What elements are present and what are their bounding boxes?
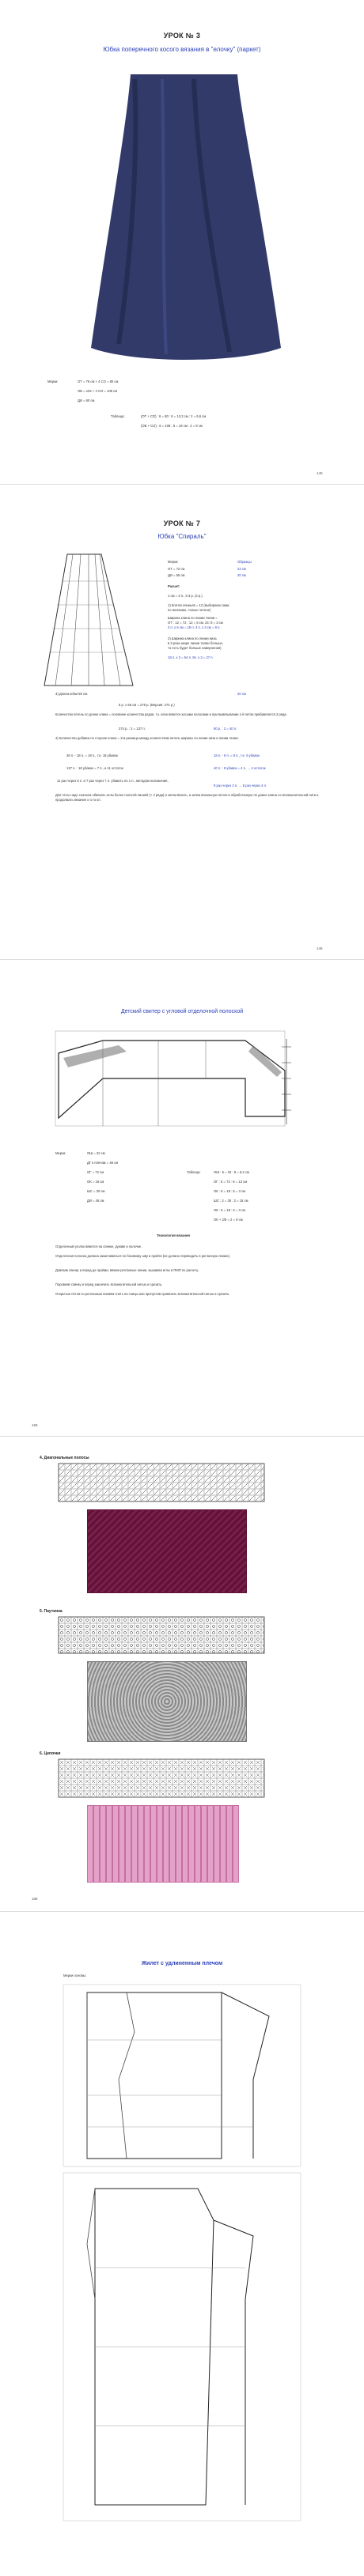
sample-di: 20 см [237,573,246,577]
calc-line: 1) Кол-во клиньев = 12 (выбираем сами [168,603,229,607]
chain-knit-photo [87,1805,239,1883]
page-skirt-spiral [0,485,364,959]
measure-di: ДИ = 55 см [168,573,185,577]
page-number: 186 [32,1897,38,1901]
vest-pattern-lower [63,2173,301,2521]
page-number: 145 [317,946,323,950]
page-number: 140 [317,471,323,475]
result-line: 274 р. : 2 = 137 п. [119,727,146,731]
diagonal-knit-photo [87,1509,247,1593]
sample-ot: 24 см [237,567,246,571]
table-label: Таблица: [187,1170,201,1174]
page-title: Детский свитер с угловой отделочной полоской [120,1009,244,1014]
measure-label: Мерки основы: [63,1974,86,1977]
tech-paragraph: Довязав спинку и перед до пройми, вяжем регланные линии, вышивая иглы в ПМП по расчету. [55,1268,199,1272]
table-line-1: (ОТ + СО) : 6 = 80 : 6 = 13,3 см : 2 = 6,6 см [141,414,207,418]
paragraph: Для этого надо сначала обвязать иглы более пологой линией (+ 2 ряда) и затем вязать, а затем вязальную петлю в обработанную по длине клина со вспомогательной нити и продолжать вязание о-1-го кл. [55,793,319,802]
measure-ot: ОТ = 76 см + 4 СО = 80 см [78,380,119,383]
measure-line: ШС = 30 см [87,1189,105,1193]
calc-heading: Расчет: [168,584,180,588]
measure-line: ОК = 18 см [87,1180,104,1184]
vest-pattern-upper [63,1985,301,2166]
result-line-sample: 40 п. : 9 убавок = 4 п. → 4 остаток [214,766,266,770]
web-stitch-chart [59,1617,264,1653]
result-line-sample: 9 раз через 3 п. → 5 раз через 4 п. [214,784,267,788]
table-line: ШС : 2 = 30 : 2 = 15 см [214,1199,248,1203]
length-sample: 20 см [237,692,246,696]
measure-label: Мерки: [47,380,59,383]
result-line: 137 п. : 18 убавок = 7 п., и 11 остаток [66,766,123,770]
skirt-photo [0,0,364,332]
calc-line: 1 см = 3 п., в 3 р. (4 р.) [168,594,203,598]
measure-line: ОГ = 72 см [87,1170,104,1174]
tech-heading: Технология вязания [157,1233,190,1237]
length-line: 3) Длина юбки 55 см. [55,692,89,696]
measure-line: ДГ к плечам = 48 см [87,1161,119,1165]
calc-line: Ширина клина по линии талии = [168,616,218,620]
calc-line: по желанию, только четное) [168,608,211,612]
measure-ob: ОБ = 104 + 4 СО = 108 см [78,389,118,393]
calc-line: то есть будет больше навернения) [168,646,222,650]
table-line: ОК : 6 = 18 : 6 = 3 см [214,1189,246,1193]
tech-paragraph: Открытые петли по регланным линиям снять на спицы или пропустив провязать вспомогательной нитью и срезать. [55,1292,230,1296]
page-number: 168 [32,1423,38,1427]
measure-label: Мерки: [168,560,179,564]
page-vest [0,1912,364,2576]
measure-line: ДИ = 45 см [87,1199,104,1203]
lesson-title: УРОК № 7 [163,519,201,527]
calc-line: 18 п. х 3 = 54 п. 9п. х 3 = 27 п. [168,655,214,659]
measure-di: ДИ = 60 см [78,398,95,402]
lesson-subtitle: Юбка поперечного косого вязания в "елочку" (паркет) [103,46,261,53]
spiral-skirt-diagram [40,550,142,692]
paragraph: 4) Количество добавок по стороне клина = эта разница между количеством петель ширины по линии низа и линии талии: [55,736,239,740]
measure-line: ОШ = 32 см [87,1151,105,1155]
section-heading-diagonal: 4. Диагональные полосы [40,1456,89,1460]
page-skirt-parquet [0,0,364,484]
section-heading-chains: 6. Цепочки [40,1751,61,1756]
sample-label: Образцы [237,560,252,564]
table-line: ОК + 2/8 = 2 = 9 см [214,1218,243,1222]
result-line-sample: 80 р. : 2 = 40 п. [214,727,237,731]
lesson-title: УРОК № 3 [163,32,201,40]
tech-paragraph: Отделочный уголок вяжется на спинке, рукаве и полочке. [55,1245,142,1248]
page-stitch-patterns [0,1437,364,1911]
diagonal-stitch-chart [59,1464,264,1501]
result-line: 36 п. - 18 п. = 18 п., т.е. 18 убавок [66,754,118,757]
tech-paragraph: Поровняв спинку и перед закончить вспомогательной нитью и срезать. [55,1282,163,1286]
measure-label: Мерки: [55,1151,66,1155]
table-label: Таблица: [111,414,125,418]
result-line: 11 раз через 8 п. и 7 раз через 7 п. убавить по 1 п., методом наложения, [57,779,169,783]
measure-ot: ОТ = 72 см [168,567,185,571]
calc-line: 3 п. х 6 см = 18 п. 3 п. х 3 см = 9 п. [168,625,221,629]
calc-line: ОТ : 12 = 72 : 12 = 6 см. 24: 8 = 3 см [168,621,223,625]
table-line: ОГ : 6 = 72 : 6 = 12 см [214,1180,248,1184]
sweater-pattern-diagram [47,1023,301,1142]
lesson-subtitle: Юбка "Спираль" [157,533,207,540]
section-heading-web: 5. Паутинка [40,1609,63,1614]
page-title: Жилет с удлиненным плечом [141,1961,223,1966]
web-knit-photo [87,1661,247,1742]
calc-line: 2) Ширина клина по линии низа [168,636,217,640]
rows-line: 5 р. х 55 см = 275 р. (Версия: 274 р.) [119,703,175,707]
paragraph: Количество петель по длине клина = половине количества рядов, т.к. клин вяжется косыми полосами и при вывязывании 1-й петли прибавляется 2 ряда. [55,712,287,716]
tech-paragraph: Отделочная полоска должна заканчиваться по боковому шву и пройти (не должно переводить в регланную линию). [55,1254,230,1258]
table-line: ОШ : 6 = 32 : 6 = 5,2 см [214,1170,249,1174]
table-line-2: (ОБ + СО) : 6 = 108 : 6 = 18 см : 2 = 9 см [141,424,203,428]
result-line-sample: 18 п. - 9 п. = 9 п., т.е. 9 убавок [214,754,260,757]
table-line: ОК : 6 = 18 : 6 = 3 см [214,1208,246,1212]
calc-line: в 3 раза шире линии талии больше, [168,641,223,645]
chain-stitch-chart [59,1759,264,1797]
page-child-sweater [0,960,364,1436]
